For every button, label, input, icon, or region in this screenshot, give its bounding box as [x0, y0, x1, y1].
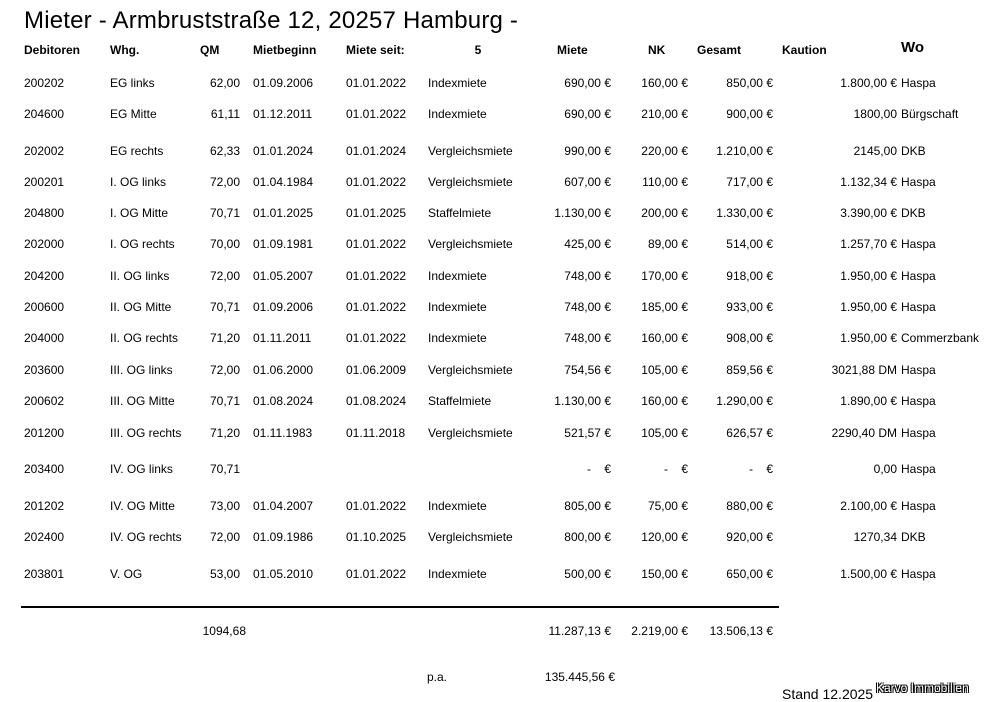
cell-miete-seit: 01.01.2022 [346, 300, 407, 314]
cell-qm: 73,00 [209, 499, 240, 513]
cell-wo: DKB [901, 530, 926, 544]
cell-mietart: Vergleichsmiete [428, 237, 513, 251]
cell-mietbeginn: 01.09.1986 [253, 530, 314, 544]
cell-qm: 71,20 [209, 426, 240, 440]
cell-miete-seit: 01.01.2022 [346, 499, 407, 513]
cell-wo: Commerzbank [901, 331, 980, 345]
cell-debitor: 203400 [24, 462, 65, 476]
cell-kaution: 2290,40 DM [831, 426, 897, 440]
cell-miete: 748,00 € [564, 331, 611, 345]
cell-miete-seit: 01.01.2025 [346, 206, 407, 220]
total-gesamt: 13.506,13 € [709, 624, 773, 638]
cell-nk: 110,00 € [642, 175, 688, 189]
cell-qm: 70,71 [209, 462, 240, 476]
cell-nk: 120,00 € [641, 530, 688, 544]
cell-mietbeginn: 01.08.2024 [253, 394, 314, 408]
cell-mietbeginn: 01.11.2011 [253, 331, 312, 345]
cell-miete-seit: 01.08.2024 [346, 394, 407, 408]
cell-wohnung: IV. OG links [110, 462, 173, 476]
cell-miete-seit: 01.01.2022 [346, 331, 407, 345]
cell-qm: 72,00 [209, 269, 240, 283]
cell-kaution: 1800,00 [853, 107, 897, 121]
cell-miete: 425,00 € [564, 237, 611, 251]
cell-gesamt: 1.330,00 € [716, 206, 773, 220]
cell-miete-seit: 01.01.2022 [346, 76, 407, 90]
header-wo: Wo [901, 39, 925, 56]
cell-miete: 607,00 € [564, 175, 611, 189]
cell-mietbeginn: 01.01.2025 [253, 206, 314, 220]
cell-nk: 105,00 € [641, 363, 688, 377]
total-qm: 1094,68 [202, 624, 246, 638]
header-nk: NK [648, 43, 666, 57]
header-debitoren: Debitoren [24, 43, 81, 57]
cell-mietart: Indexmiete [428, 107, 487, 121]
cell-mietbeginn: 01.12.2011 [253, 107, 313, 121]
cell-mietart: Indexmiete [428, 300, 487, 314]
cell-kaution: 3021,88 DM [831, 363, 897, 377]
cell-kaution: 1.132,34 € [840, 175, 897, 189]
cell-nk: 105,00 € [641, 426, 688, 440]
cell-wo: Haspa [901, 394, 936, 408]
cell-mietart: Indexmiete [428, 499, 487, 513]
cell-miete-seit: 01.11.2018 [346, 426, 406, 440]
cell-qm: 70,71 [209, 206, 240, 220]
cell-wo: Haspa [901, 237, 936, 251]
cell-mietart: Vergleichsmiete [428, 363, 513, 377]
total-miete: 11.287,13 € [548, 624, 611, 638]
cell-debitor: 203801 [24, 567, 65, 581]
cell-gesamt: 933,00 € [726, 300, 773, 314]
cell-debitor: 202400 [24, 530, 65, 544]
cell-gesamt: 717,00 € [726, 175, 773, 189]
cell-mietbeginn: 01.04.1984 [253, 175, 314, 189]
cell-wohnung: V. OG [110, 567, 143, 581]
cell-debitor: 204000 [24, 331, 65, 345]
cell-wo: Haspa [901, 567, 936, 581]
cell-mietbeginn: 01.09.1981 [253, 237, 314, 251]
cell-gesamt: 1.290,00 € [716, 394, 773, 408]
cell-miete-seit: 01.01.2022 [346, 269, 407, 283]
cell-debitor: 202002 [24, 144, 65, 158]
cell-gesamt: 908,00 € [726, 331, 773, 345]
cell-nk: 160,00 € [641, 394, 688, 408]
cell-mietart: Vergleichsmiete [428, 426, 513, 440]
cell-mietbeginn: 01.05.2007 [253, 269, 314, 283]
cell-wohnung: III. OG rechts [110, 426, 182, 440]
pa-label: p.a. [427, 670, 448, 684]
cell-gesamt: 626,57 € [726, 426, 773, 440]
cell-kaution: 1.890,00 € [840, 394, 897, 408]
cell-kaution: 1.500,00 € [840, 567, 897, 581]
cell-debitor: 200202 [24, 76, 65, 90]
cell-wohnung: III. OG Mitte [110, 394, 175, 408]
cell-qm: 62,00 [209, 76, 240, 90]
cell-debitor: 201202 [24, 499, 65, 513]
cell-debitor: 204800 [24, 206, 65, 220]
cell-kaution: 1.257,70 € [840, 237, 897, 251]
cell-qm: 72,00 [209, 363, 240, 377]
cell-debitor: 200201 [24, 175, 65, 189]
cell-qm: 72,00 [209, 175, 240, 189]
cell-mietbeginn: 01.09.2006 [253, 300, 314, 314]
cell-miete: 800,00 € [564, 530, 611, 544]
pa-value: 135.445,56 € [544, 670, 615, 684]
cell-nk: 210,00 € [641, 107, 688, 121]
header-miete: Miete [557, 43, 588, 57]
header-miete-seit: Miete seit: [346, 43, 405, 57]
cell-kaution: 0,00 [873, 462, 897, 476]
cell-miete-seit: 01.01.2024 [346, 144, 407, 158]
cell-gesamt: - € [748, 462, 773, 476]
cell-miete: 690,00 € [564, 76, 611, 90]
cell-miete: 1.130,00 € [554, 394, 611, 408]
cell-miete: 690,00 € [564, 107, 611, 121]
cell-miete: 748,00 € [564, 300, 611, 314]
cell-gesamt: 920,00 € [726, 530, 773, 544]
cell-wohnung: IV. OG Mitte [110, 499, 175, 513]
cell-mietart: Vergleichsmiete [428, 530, 513, 544]
cell-qm: 61,11 [210, 107, 240, 121]
cell-wohnung: EG rechts [110, 144, 164, 158]
cell-qm: 70,00 [209, 237, 240, 251]
cell-wo: Bürgschaft [901, 107, 959, 121]
cell-wohnung: I. OG links [110, 175, 167, 189]
cell-miete-seit: 01.01.2022 [346, 175, 407, 189]
cell-mietart: Staffelmiete [428, 206, 492, 220]
cell-debitor: 201200 [24, 426, 65, 440]
cell-wo: Haspa [901, 499, 936, 513]
cell-wohnung: EG Mitte [110, 107, 157, 121]
cell-kaution: 2.100,00 € [840, 499, 897, 513]
cell-wohnung: II. OG links [110, 269, 170, 283]
cell-nk: 150,00 € [641, 567, 688, 581]
page-title: Mieter - Armbruststraße 12, 20257 Hamburg - [24, 7, 519, 34]
cell-debitor: 202000 [24, 237, 65, 251]
cell-mietart: Vergleichsmiete [428, 175, 513, 189]
header-wohnung: Whg. [110, 43, 140, 57]
cell-mietart: Vergleichsmiete [428, 144, 513, 158]
cell-miete: 500,00 € [564, 567, 611, 581]
cell-kaution: 1.950,00 € [840, 269, 897, 283]
total-nk: 2.219,00 € [631, 624, 688, 638]
cell-miete-seit: 01.01.2022 [346, 237, 407, 251]
header-gesamt: Gesamt [697, 43, 742, 57]
cell-kaution: 2145,00 [853, 144, 897, 158]
brand-watermark: Karvo Immobilien [876, 681, 969, 695]
cell-nk: 160,00 € [641, 331, 688, 345]
cell-debitor: 204200 [24, 269, 65, 283]
cell-kaution: 1.950,00 € [840, 300, 897, 314]
cell-qm: 70,71 [209, 300, 240, 314]
cell-gesamt: 1.210,00 € [716, 144, 773, 158]
cell-mietbeginn: 01.04.2007 [253, 499, 314, 513]
cell-qm: 72,00 [209, 530, 240, 544]
cell-miete-seit: 01.10.2025 [346, 530, 407, 544]
cell-mietbeginn: 01.05.2010 [253, 567, 314, 581]
cell-miete: 748,00 € [564, 269, 611, 283]
cell-miete: - € [586, 462, 611, 476]
header-qm: QM [200, 43, 220, 57]
cell-miete: 1.130,00 € [554, 206, 611, 220]
cell-wo: Haspa [901, 462, 936, 476]
cell-qm: 62,33 [209, 144, 240, 158]
cell-kaution: 1.800,00 € [840, 76, 897, 90]
cell-miete: 521,57 € [564, 426, 611, 440]
cell-kaution: 1270,34 [853, 530, 897, 544]
cell-wohnung: I. OG rechts [110, 237, 175, 251]
cell-nk: 170,00 € [641, 269, 688, 283]
cell-wo: Haspa [901, 363, 936, 377]
cell-nk: - € [663, 462, 688, 476]
cell-debitor: 204600 [24, 107, 65, 121]
cell-miete: 990,00 € [564, 144, 611, 158]
cell-nk: 89,00 € [647, 237, 688, 251]
header-art: 5 [474, 43, 482, 57]
cell-wohnung: III. OG links [110, 363, 173, 377]
cell-wo: DKB [901, 144, 926, 158]
cell-kaution: 3.390,00 € [840, 206, 897, 220]
cell-wohnung: IV. OG rechts [110, 530, 182, 544]
cell-mietart: Indexmiete [428, 269, 487, 283]
cell-nk: 200,00 € [641, 206, 688, 220]
cell-mietbeginn: 01.09.2006 [253, 76, 314, 90]
cell-wo: DKB [901, 206, 926, 220]
cell-miete-seit: 01.01.2022 [346, 567, 407, 581]
cell-miete: 805,00 € [564, 499, 611, 513]
cell-gesamt: 859,56 € [726, 363, 773, 377]
cell-mietart: Indexmiete [428, 76, 487, 90]
totals-divider [21, 606, 779, 608]
cell-wo: Haspa [901, 269, 936, 283]
cell-nk: 160,00 € [641, 76, 688, 90]
cell-debitor: 200602 [24, 394, 65, 408]
cell-mietart: Indexmiete [428, 331, 487, 345]
cell-miete-seit: 01.01.2022 [346, 107, 407, 121]
header-kaution: Kaution [782, 43, 827, 57]
cell-wohnung: II. OG Mitte [110, 300, 172, 314]
cell-wohnung: I. OG Mitte [110, 206, 169, 220]
cell-debitor: 200600 [24, 300, 65, 314]
cell-nk: 185,00 € [641, 300, 688, 314]
cell-mietbeginn: 01.01.2024 [253, 144, 314, 158]
cell-wohnung: EG links [110, 76, 155, 90]
cell-qm: 53,00 [209, 567, 240, 581]
cell-debitor: 203600 [24, 363, 65, 377]
cell-qm: 70,71 [209, 394, 240, 408]
cell-gesamt: 880,00 € [726, 499, 773, 513]
cell-gesamt: 850,00 € [726, 76, 773, 90]
cell-nk: 220,00 € [641, 144, 688, 158]
cell-miete-seit: 01.06.2009 [346, 363, 407, 377]
cell-wo: Haspa [901, 175, 936, 189]
cell-gesamt: 514,00 € [726, 237, 773, 251]
cell-wo: Haspa [901, 300, 936, 314]
cell-wo: Haspa [901, 426, 936, 440]
cell-kaution: 1.950,00 € [840, 331, 897, 345]
header-mietbeginn: Mietbeginn [253, 43, 317, 57]
cell-nk: 75,00 € [647, 499, 688, 513]
cell-gesamt: 918,00 € [726, 269, 773, 283]
cell-wo: Haspa [901, 76, 936, 90]
cell-qm: 71,20 [209, 331, 240, 345]
cell-gesamt: 650,00 € [726, 567, 773, 581]
cell-mietbeginn: 01.11.1983 [253, 426, 313, 440]
stand-date: Stand 12.2025 [782, 686, 874, 702]
cell-miete: 754,56 € [564, 363, 611, 377]
cell-wohnung: II. OG rechts [110, 331, 179, 345]
cell-mietart: Staffelmiete [428, 394, 492, 408]
cell-gesamt: 900,00 € [726, 107, 773, 121]
cell-mietart: Indexmiete [428, 567, 487, 581]
cell-mietbeginn: 01.06.2000 [253, 363, 314, 377]
